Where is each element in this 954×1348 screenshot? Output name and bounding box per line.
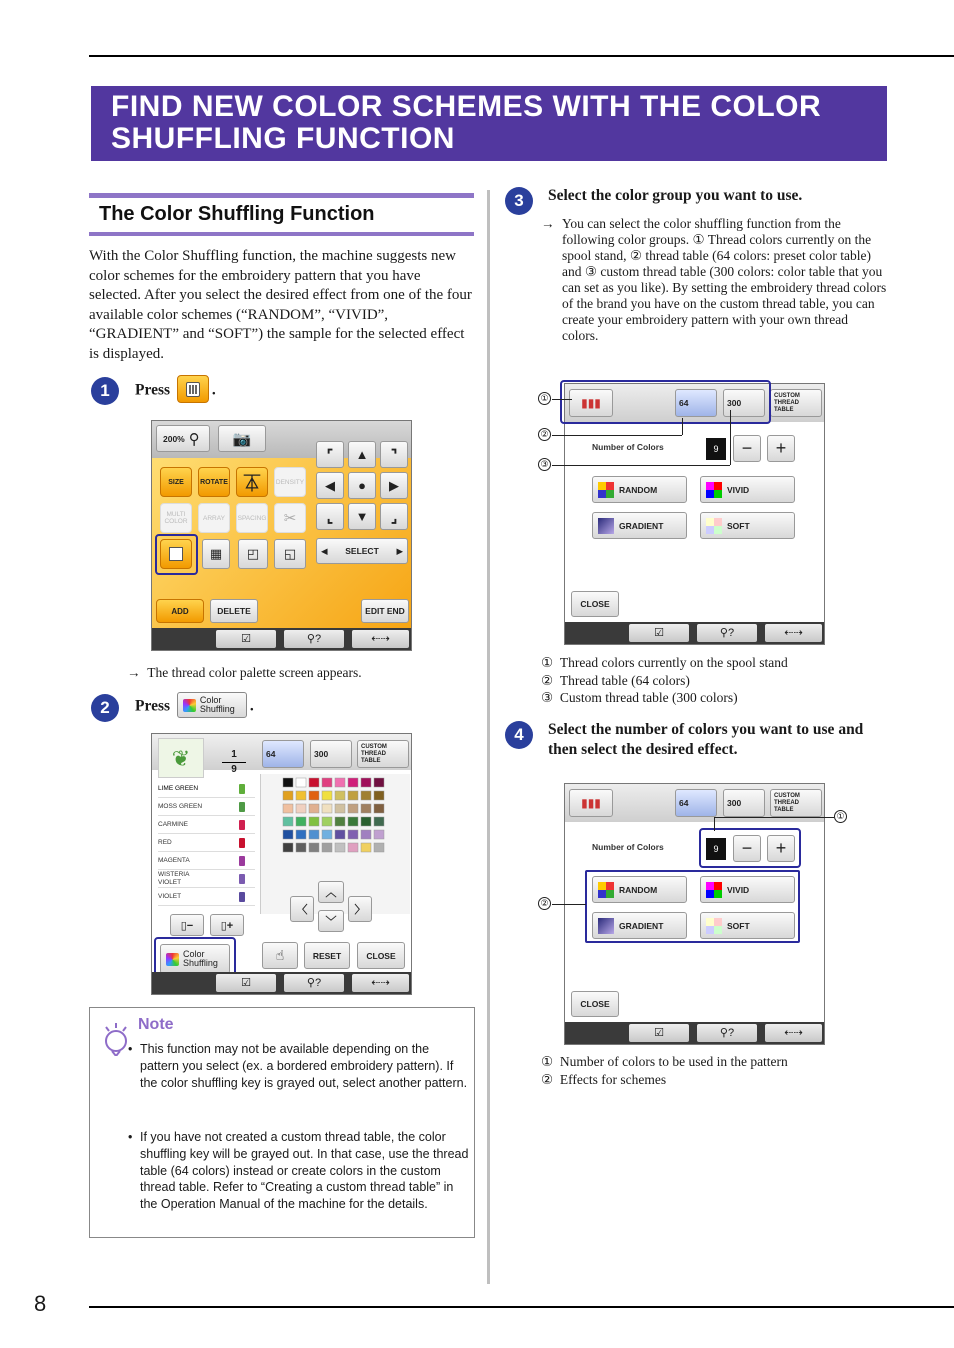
banner-line2: SHUFFLING FUNCTION bbox=[111, 122, 455, 155]
thread-table-300[interactable]: 300 bbox=[310, 740, 352, 768]
screen2-footer bbox=[152, 972, 411, 994]
gradient-button[interactable]: GRADIENT bbox=[592, 912, 687, 939]
spool-plus-button[interactable]: ▯+ bbox=[210, 914, 244, 936]
move-down-right[interactable]: ⌟ bbox=[380, 503, 408, 530]
array-button: ARRAY bbox=[198, 503, 230, 533]
camera-button[interactable] bbox=[218, 425, 266, 452]
custom-thread-table[interactable]: CUSTOM THREAD TABLE bbox=[770, 789, 822, 817]
color-swatch[interactable] bbox=[322, 830, 332, 839]
bottom-rule bbox=[89, 1306, 954, 1308]
screen1-footer bbox=[152, 628, 411, 650]
step-3-legend: ① Thread colors currently on the spool stand ② Thread table (64 colors) ③ Custom thread table (300 colors) bbox=[541, 655, 788, 705]
screen-palette bbox=[151, 733, 412, 995]
presser-icon[interactable]: ⇠⇢ bbox=[765, 624, 822, 642]
callout-3: ③ bbox=[538, 458, 551, 471]
mirror-icon: ⏄ bbox=[243, 475, 260, 493]
spools-icon: ▮▮▮ bbox=[581, 396, 601, 410]
custom-thread-table[interactable]: CUSTOM THREAD TABLE bbox=[770, 389, 822, 417]
banner-line1: FIND NEW COLOR SCHEMES WITH THE COLOR bbox=[111, 90, 822, 123]
color-swatch[interactable] bbox=[348, 843, 358, 852]
color-swatch[interactable] bbox=[296, 817, 306, 826]
color-swatch[interactable] bbox=[374, 817, 384, 826]
presser-icon[interactable]: ⇠⇢ bbox=[352, 630, 409, 648]
pattern-preview: ❦ bbox=[158, 738, 204, 778]
color-palette-key-icon bbox=[177, 375, 209, 403]
thread-row[interactable]: VIOLET bbox=[158, 888, 255, 906]
color-swatch[interactable] bbox=[296, 804, 306, 813]
vivid-icon bbox=[706, 482, 722, 498]
color-swatch[interactable] bbox=[361, 791, 371, 800]
color-swatch[interactable] bbox=[335, 804, 345, 813]
color-swatch[interactable] bbox=[283, 791, 293, 800]
color-swatch[interactable] bbox=[322, 843, 332, 852]
thread-row[interactable]: MAGENTA bbox=[158, 852, 255, 870]
rotate-button[interactable]: ROTATE bbox=[198, 467, 230, 497]
add-button[interactable]: ADD bbox=[156, 599, 204, 623]
color-swatch[interactable] bbox=[335, 778, 345, 787]
gradient-icon bbox=[598, 518, 614, 534]
color-swatch[interactable] bbox=[322, 804, 332, 813]
callout-1: ① bbox=[834, 810, 847, 823]
increase-button[interactable]: + bbox=[767, 435, 795, 462]
color-swatch[interactable] bbox=[296, 843, 306, 852]
color-swatch[interactable] bbox=[374, 804, 384, 813]
color-swatch[interactable] bbox=[296, 791, 306, 800]
color-swatch[interactable] bbox=[348, 830, 358, 839]
number-of-colors-label: Number of Colors bbox=[592, 442, 664, 452]
step-1-result: → The thread color palette screen appears. bbox=[127, 665, 362, 680]
scissors-icon: ✂ bbox=[283, 510, 297, 527]
color-swatch[interactable] bbox=[283, 778, 293, 787]
color-swatch[interactable] bbox=[374, 791, 384, 800]
step-2-text: Press Color Shuffling . bbox=[135, 694, 254, 720]
color-swatch[interactable] bbox=[348, 791, 358, 800]
color-swatch[interactable] bbox=[283, 817, 293, 826]
color-swatch[interactable] bbox=[322, 791, 332, 800]
spool-stand-button[interactable] bbox=[569, 789, 613, 817]
close-button[interactable]: CLOSE bbox=[571, 591, 619, 617]
move-up-right[interactable]: ⌝ bbox=[380, 441, 408, 468]
vivid-button[interactable]: VIVID bbox=[700, 476, 795, 503]
top-rule bbox=[89, 55, 954, 57]
note-bulb-icon bbox=[102, 1022, 130, 1056]
help-icon[interactable]: ⚲? bbox=[284, 974, 344, 992]
color-swatch[interactable] bbox=[348, 817, 358, 826]
thread-table-64[interactable]: 64 bbox=[675, 789, 717, 817]
color-swatch[interactable] bbox=[374, 843, 384, 852]
move-center[interactable]: ● bbox=[348, 472, 376, 499]
highlight-effects bbox=[585, 870, 800, 943]
color-swatch[interactable] bbox=[309, 830, 319, 839]
note-title: Note bbox=[138, 1016, 174, 1033]
scissors-button bbox=[274, 503, 306, 533]
callout-2: ② bbox=[538, 897, 551, 910]
soft-button[interactable]: SOFT bbox=[700, 912, 795, 939]
nudge-left[interactable]: 〈 bbox=[290, 896, 314, 922]
color-swatch[interactable] bbox=[361, 830, 371, 839]
color-count-display: 9 bbox=[706, 838, 726, 860]
checklist-icon[interactable]: ☑ bbox=[216, 974, 276, 992]
help-icon[interactable]: ⚲? bbox=[697, 1024, 757, 1042]
move-left[interactable]: ◀ bbox=[316, 472, 344, 499]
color-swatch[interactable] bbox=[335, 817, 345, 826]
grid-button[interactable] bbox=[202, 539, 230, 569]
thread-table-64[interactable]: 64 bbox=[675, 389, 717, 417]
color-swatch[interactable] bbox=[283, 843, 293, 852]
color-swatch[interactable] bbox=[335, 830, 345, 839]
color-shuffling-button[interactable]: Color Shuffling bbox=[160, 944, 230, 974]
reset-button[interactable]: RESET bbox=[304, 942, 350, 969]
delete-button[interactable]: DELETE bbox=[210, 599, 258, 623]
edit-end-button[interactable]: EDIT END bbox=[361, 599, 409, 623]
soft-button[interactable]: SOFT bbox=[700, 512, 795, 539]
step-3-body: You can select the color shuffling function from the following color groups. ① Thread colors currently on the spool stand, ② thread table (64 colors: preset color table) and ③ custom thread table (300 colors: color table that you can set as you like). By setting the embroidery thread colors of the brand you have on the custom thread table, you can create your embroidery pattern with your own thread colors. bbox=[562, 216, 887, 343]
thread-row[interactable]: RED bbox=[158, 834, 255, 852]
random-button[interactable]: RANDOM bbox=[592, 476, 687, 503]
multi-color-button: MULTI COLOR bbox=[160, 503, 192, 533]
presser-icon[interactable]: ⇠⇢ bbox=[352, 974, 409, 992]
magnifier-icon: ⚲ bbox=[188, 430, 200, 448]
move-up[interactable]: ▲ bbox=[348, 441, 376, 468]
thread-table-64[interactable]: 64 bbox=[262, 740, 304, 768]
number-of-colors-label: Number of Colors bbox=[592, 842, 664, 852]
step-3-arrow: → bbox=[541, 216, 555, 231]
checklist-icon[interactable]: ☑ bbox=[629, 624, 689, 642]
color-swatch[interactable] bbox=[309, 843, 319, 852]
thread-list bbox=[152, 778, 257, 908]
spacing-button: SPACING bbox=[236, 503, 268, 533]
thread-table-300[interactable]: 300 bbox=[723, 789, 765, 817]
checklist-icon[interactable]: ☑ bbox=[629, 1024, 689, 1042]
section-title: The Color Shuffling Function bbox=[99, 203, 375, 225]
decrease-button[interactable]: − bbox=[733, 835, 761, 862]
applique-icon: ◱ bbox=[283, 546, 297, 561]
highlight-palette bbox=[155, 534, 198, 575]
callout-2: ② bbox=[538, 428, 551, 441]
mirror-button[interactable] bbox=[236, 467, 268, 497]
highlight-color-groups bbox=[560, 380, 771, 424]
select-control[interactable]: ◀ SELECT ▶ bbox=[316, 538, 408, 564]
note-bullet: • This function may not be available depending on the pattern you select (ex. a bordered embroidery pattern). If the color shuffling key is grayed out, select another pattern. bbox=[128, 1042, 468, 1090]
section-heading bbox=[89, 193, 474, 236]
color-swatch[interactable] bbox=[348, 804, 358, 813]
spool-minus-button[interactable]: ▯− bbox=[170, 914, 204, 936]
decrease-button[interactable]: − bbox=[733, 435, 761, 462]
step-1-number: 1 bbox=[91, 377, 119, 405]
color-swatch[interactable] bbox=[374, 778, 384, 787]
custom-thread-table[interactable]: CUSTOM THREAD TABLE bbox=[357, 740, 409, 768]
help-icon[interactable]: ⚲? bbox=[284, 630, 344, 648]
presser-icon[interactable]: ⇠⇢ bbox=[765, 1024, 822, 1042]
close-button[interactable]: CLOSE bbox=[571, 991, 619, 1017]
soft-icon bbox=[706, 518, 722, 534]
note-box bbox=[89, 1007, 475, 1238]
spools-icon: ▮▮▮ bbox=[581, 796, 601, 810]
frame-icon: ◰ bbox=[246, 546, 260, 561]
chapter-banner bbox=[91, 86, 887, 161]
move-down[interactable]: ▼ bbox=[348, 503, 376, 530]
thread-row[interactable]: CARMINE bbox=[158, 816, 255, 834]
note-bullet: • If you have not created a custom thread table, the color shuffling key will be grayed out. In that case, use the thread table (64 colors) instead or create colors in the custom thread table. Refer to “Creating a custom thread table” in the Operation Manual of the machine for the details. bbox=[128, 1130, 469, 1212]
thread-table-300[interactable]: 300 bbox=[723, 389, 765, 417]
color-swatch[interactable] bbox=[335, 843, 345, 852]
color-swatch[interactable] bbox=[361, 804, 371, 813]
color-swatch[interactable] bbox=[296, 778, 306, 787]
step-2-number: 2 bbox=[91, 694, 119, 722]
color-swatch[interactable] bbox=[361, 778, 371, 787]
camera-icon: 📷 bbox=[232, 430, 252, 448]
step-3-number: 3 bbox=[505, 187, 533, 215]
gradient-button[interactable]: GRADIENT bbox=[592, 512, 687, 539]
cube-icon bbox=[183, 699, 196, 712]
random-button[interactable]: RANDOM bbox=[592, 876, 687, 903]
density-button: DENSITY bbox=[274, 467, 306, 497]
increase-button[interactable]: + bbox=[767, 835, 795, 862]
step-3-text: Select the color group you want to use. bbox=[548, 187, 803, 204]
border-button[interactable] bbox=[238, 539, 268, 569]
step-1-text: Press . bbox=[135, 377, 216, 405]
move-down-left[interactable]: ⌞ bbox=[316, 503, 344, 530]
color-swatch[interactable] bbox=[309, 791, 319, 800]
color-swatch[interactable] bbox=[322, 817, 332, 826]
size-button[interactable]: SIZE bbox=[160, 467, 192, 497]
zoom-button[interactable]: 200% ⚲ bbox=[156, 425, 210, 452]
applique-button[interactable] bbox=[274, 539, 306, 569]
color-swatch[interactable] bbox=[374, 830, 384, 839]
color-swatch[interactable] bbox=[361, 843, 371, 852]
grid-icon: ▦ bbox=[209, 546, 223, 561]
highlight-count bbox=[699, 828, 801, 868]
color-swatch[interactable] bbox=[296, 830, 306, 839]
hand-button[interactable] bbox=[262, 942, 298, 969]
color-swatch[interactable] bbox=[348, 778, 358, 787]
screen3-footer bbox=[565, 622, 824, 644]
intro-paragraph: With the Color Shuffling function, the machine suggests new color schemes for the embroidery pattern that you have selected. After you select the desired effect from one of the four available color schemes (“RANDOM”, “VIVID”, “GRADIENT” and “SOFT”) the sample for the selected effect is displayed. bbox=[89, 248, 472, 362]
color-swatch[interactable] bbox=[309, 778, 319, 787]
vivid-button[interactable]: VIVID bbox=[700, 876, 795, 903]
thread-row[interactable]: WISTERIA VIOLET bbox=[158, 870, 255, 888]
nudge-right[interactable]: 〉 bbox=[348, 896, 372, 922]
color-swatch[interactable] bbox=[361, 817, 371, 826]
step-4-text: Select the number of colors you want to use and then select the desired effect. bbox=[548, 721, 864, 758]
nudge-down[interactable]: ﹀ bbox=[318, 910, 344, 932]
random-icon bbox=[598, 482, 614, 498]
close-button[interactable]: CLOSE bbox=[357, 942, 405, 969]
color-swatch[interactable] bbox=[283, 830, 293, 839]
move-up-left[interactable]: ⌜ bbox=[316, 441, 344, 468]
step-4-legend: ① Number of colors to be used in the pattern ② Effects for schemes bbox=[541, 1054, 788, 1087]
step-4-number: 4 bbox=[505, 721, 533, 749]
color-count-display: 9 bbox=[706, 438, 726, 460]
screen-edit bbox=[151, 420, 412, 651]
help-icon[interactable]: ⚲? bbox=[697, 624, 757, 642]
color-shuffling-key: Color Shuffling bbox=[177, 692, 247, 718]
color-swatch[interactable] bbox=[283, 804, 293, 813]
color-count: 1 9 bbox=[222, 748, 246, 777]
color-swatch[interactable] bbox=[309, 804, 319, 813]
page-number: 8 bbox=[34, 1291, 47, 1316]
screen4-footer bbox=[565, 1022, 824, 1044]
thread-row[interactable]: LIME GREEN bbox=[158, 780, 255, 798]
color-swatch[interactable] bbox=[322, 778, 332, 787]
checklist-icon[interactable]: ☑ bbox=[216, 630, 276, 648]
hand-icon: ☝ bbox=[275, 947, 285, 963]
color-grid-svg bbox=[261, 774, 411, 874]
column-divider bbox=[487, 190, 490, 1284]
color-swatch[interactable] bbox=[309, 817, 319, 826]
thread-row[interactable]: MOSS GREEN bbox=[158, 798, 255, 816]
callout-1: ① bbox=[538, 392, 551, 405]
move-right[interactable]: ▶ bbox=[380, 472, 408, 499]
nudge-up[interactable]: ︿ bbox=[318, 881, 344, 903]
color-swatch[interactable] bbox=[335, 791, 345, 800]
